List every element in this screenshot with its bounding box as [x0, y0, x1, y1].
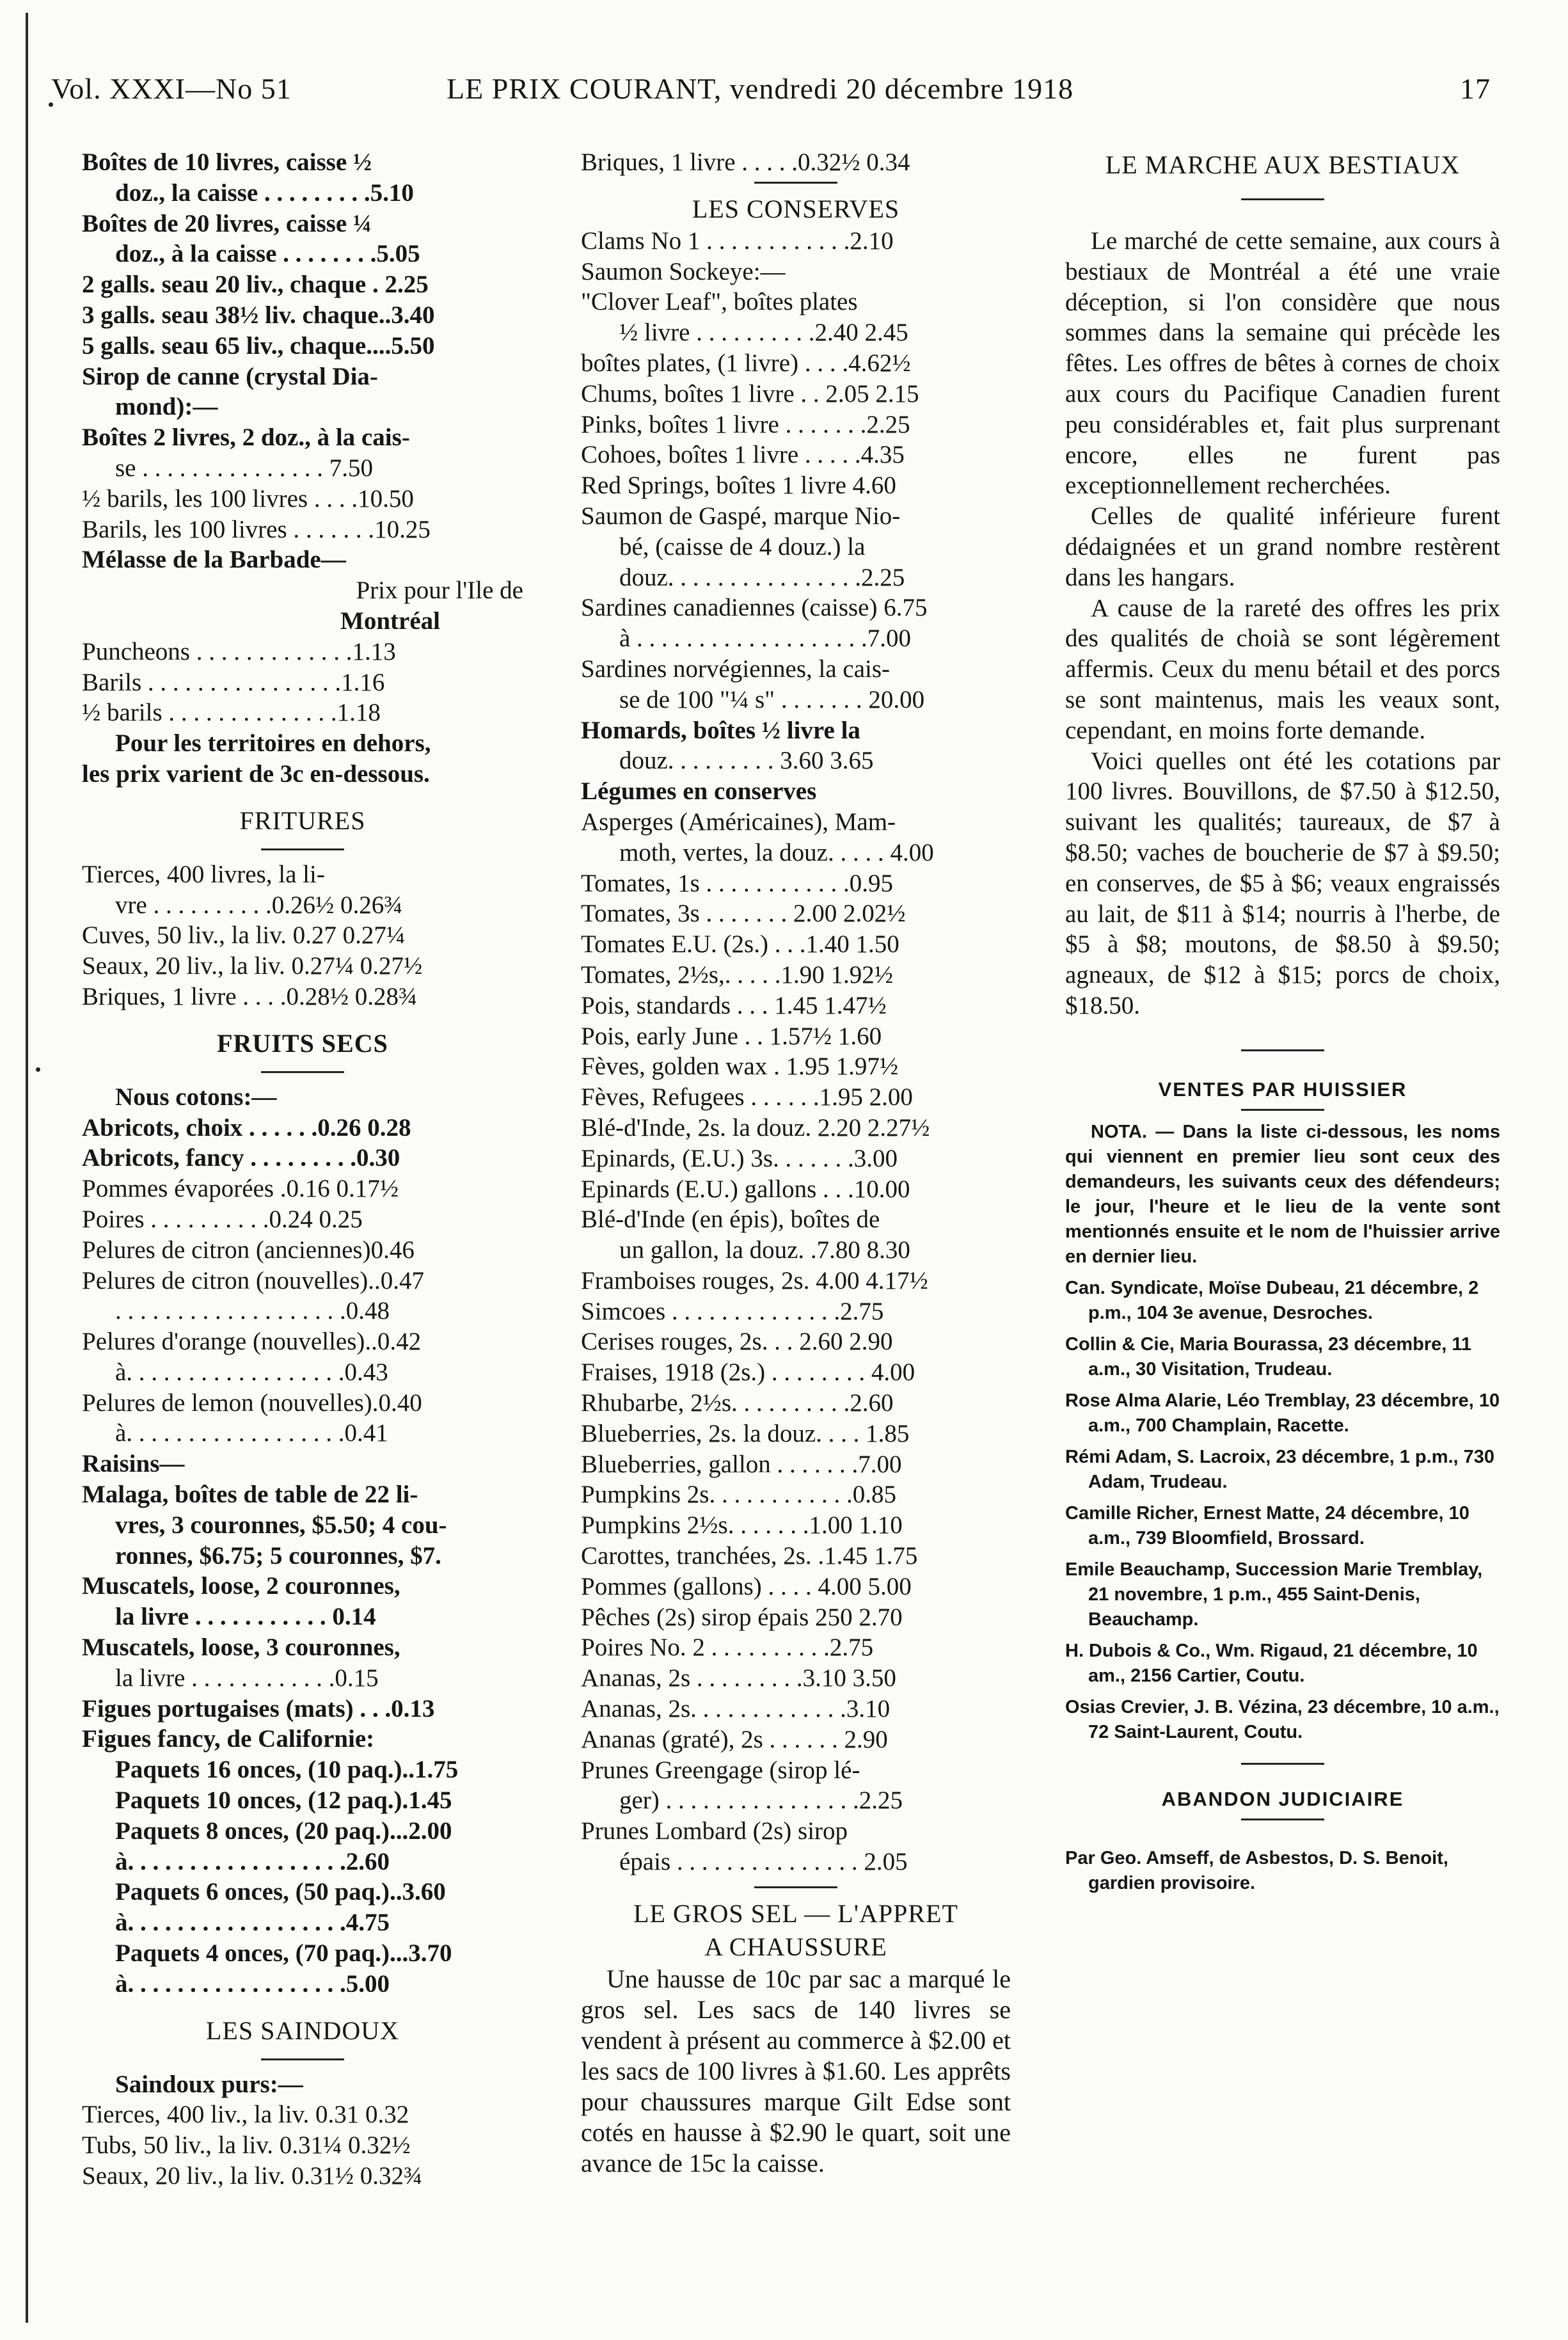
- price-line: Pour les territoires en dehors,: [115, 729, 431, 758]
- price-line: Cerises rouges, 2s. . . 2.60 2.90: [581, 1328, 893, 1356]
- price-line: Fèves, Refugees . . . . . .1.95 2.00: [581, 1083, 913, 1111]
- price-line: Carottes, tranchées, 2s. .1.45 1.75: [581, 1542, 918, 1570]
- sale-entry: Collin & Cie, Maria Bourassa, 23 décembre, 11 a.m., 30 Visitation, Trudeau.: [1065, 1333, 1472, 1380]
- volume-number: Vol. XXXI—No 51: [51, 72, 292, 105]
- price-line: Blueberries, gallon . . . . . . .7.00: [581, 1450, 902, 1478]
- section-heading-fritures: FRITURES: [239, 806, 366, 835]
- price-line: à. . . . . . . . . . . . . . . . . .0.41: [115, 1419, 388, 1447]
- nota-paragraph: NOTA. — Dans la liste ci-dessous, les noms qui viennent en premier lieu sont ceux des demandeurs, les suivants ceux des défendeurs; le jour, l'heure et le lieu de la vente sont mentionnés ensuite et le nom de l'huissier arrive en dernier lieu.: [1065, 1121, 1500, 1267]
- price-line: . . . . . . . . . . . . . . . . . . .0.48: [115, 1297, 390, 1325]
- price-line: Mélasse de la Barbade—: [82, 546, 346, 574]
- article-paragraph: Voici quelles ont été les cotations par 100 livres. Bouvillons, de $7.50 à $12.50, suivant les qualités; taureaux, de $7 à $8.50; vaches de boucherie de $7 à $9.50; en conserves, de $5 à $6; veaux engraissés au lait, de $11 à $14; nourris à l'herbe, de $5 à $8; moutons, de $8.50 à $9.50; agneaux, de $12 à $15; porcs de choix, $18.50.: [1065, 747, 1500, 1019]
- column-3: [1065, 147, 1500, 1902]
- heading-rule: [261, 2058, 344, 2060]
- section-heading-bestiaux: LE MARCHE AUX BESTIAUX: [1105, 150, 1461, 179]
- heading-rule: [754, 182, 837, 184]
- heading-rule: [1241, 1819, 1324, 1820]
- heading-rule: [261, 848, 344, 850]
- price-line: Seaux, 20 liv., la liv. 0.31½ 0.32¾: [82, 2162, 423, 2190]
- price-line: Montréal: [340, 607, 440, 635]
- speck: [36, 1067, 40, 1072]
- price-line: Pumpkins 2s. . . . . . . . . . . .0.85: [581, 1481, 896, 1509]
- sale-entry: Osias Crevier, J. B. Vézina, 23 décembre, 10 a.m., 72 Saint-Laurent, Coutu.: [1065, 1696, 1500, 1742]
- price-line: Epinards (E.U.) gallons . . .10.00: [581, 1175, 910, 1203]
- price-line: vre . . . . . . . . . .0.26½ 0.26¾: [115, 891, 403, 919]
- price-line: Fèves, golden wax . 1.95 1.97½: [581, 1053, 899, 1081]
- price-line: 5 galls. seau 65 liv., chaque....5.50: [82, 331, 435, 360]
- column-2: [581, 147, 1011, 2179]
- price-line: Tomates E.U. (2s.) . . .1.40 1.50: [581, 930, 899, 959]
- section-heading-fruits-secs: FRUITS SECS: [217, 1028, 388, 1058]
- price-line: Prunes Lombard (2s) sirop: [581, 1817, 848, 1845]
- section-rule: [754, 1886, 837, 1888]
- price-line: Rhubarbe, 2½s. . . . . . . . . .2.60: [581, 1389, 894, 1417]
- sale-entry: Emile Beauchamp, Succession Marie Tremblay, 21 novembre, 1 p.m., 455 Saint-Denis, Beauchamp.: [1065, 1559, 1483, 1630]
- price-line: Paquets 8 onces, (20 paq.)...2.00: [115, 1817, 452, 1845]
- price-line: Sardines norvégiennes, la cais-: [581, 655, 891, 683]
- price-line: Puncheons . . . . . . . . . . . . .1.13: [82, 637, 396, 665]
- page-number: 17: [1460, 72, 1491, 105]
- price-line: doz., la caisse . . . . . . . . .5.10: [115, 179, 414, 207]
- price-line: douz. . . . . . . . . . . . . . . .2.25: [619, 563, 905, 591]
- price-line: un gallon, la douz. .7.80 8.30: [619, 1236, 910, 1264]
- publication-title: LE PRIX COURANT, vendredi 20 décembre 1918: [447, 72, 1074, 105]
- price-line: Pinks, boîtes 1 livre . . . . . . .2.25: [581, 410, 910, 438]
- price-line: Barils, les 100 livres . . . . . . .10.25: [82, 515, 431, 543]
- price-line: Tomates, 3s . . . . . . . 2.00 2.02½: [581, 900, 906, 928]
- price-line: Tomates, 1s . . . . . . . . . . . .0.95: [581, 869, 893, 897]
- price-line: ½ barils, les 100 livres . . . .10.50: [82, 484, 414, 513]
- price-line: ger) . . . . . . . . . . . . . . . .2.25: [619, 1787, 903, 1815]
- price-line: Pommes (gallons) . . . . 4.00 5.00: [581, 1572, 912, 1600]
- price-line: Raisins—: [82, 1450, 185, 1478]
- price-line: Tomates, 2½s,. . . . .1.90 1.92½: [581, 960, 893, 989]
- price-line: Homards, boîtes ½ livre la: [581, 716, 860, 744]
- price-line: Pommes évaporées .0.16 0.17½: [82, 1175, 399, 1203]
- price-line: Abricots, fancy . . . . . . . . .0.30: [82, 1144, 400, 1172]
- price-line: moth, vertes, la douz. . . . . 4.00: [619, 838, 934, 866]
- heading-rule: [1241, 198, 1324, 200]
- price-line: Cohoes, boîtes 1 livre . . . . .4.35: [581, 441, 905, 469]
- price-line: ½ barils . . . . . . . . . . . . . .1.18: [82, 699, 381, 727]
- price-line: Muscatels, loose, 3 couronnes,: [82, 1634, 400, 1662]
- sale-entry: Rémi Adam, S. Lacroix, 23 décembre, 1 p.m., 730 Adam, Trudeau.: [1065, 1446, 1495, 1492]
- price-line: Sirop de canne (crystal Dia-: [82, 362, 378, 390]
- price-line: Seaux, 20 liv., la liv. 0.27¼ 0.27½: [82, 952, 423, 980]
- section-heading-saindoux: LES SAINDOUX: [206, 2016, 399, 2045]
- price-line: Saumon de Gaspé, marque Nio-: [581, 502, 901, 530]
- page-header: [45, 72, 1529, 123]
- price-line: ½ livre . . . . . . . . . .2.40 2.45: [619, 319, 908, 347]
- price-line: Clams No 1 . . . . . . . . . . . .2.10: [581, 227, 894, 255]
- price-line: Malaga, boîtes de table de 22 li-: [82, 1481, 418, 1509]
- price-line: Blé-d'Inde, 2s. la douz. 2.20 2.27½: [581, 1113, 930, 1142]
- price-line: Paquets 10 onces, (12 paq.).1.45: [115, 1787, 452, 1815]
- price-line: la livre . . . . . . . . . . . .0.15: [115, 1664, 379, 1692]
- section-heading-conserves: LES CONSERVES: [692, 194, 900, 223]
- price-line: Blueberries, 2s. la douz. . . . 1.85: [581, 1419, 910, 1447]
- section-heading-chaussure: A CHAUSSURE: [704, 1932, 887, 1961]
- price-line: la livre . . . . . . . . . . . 0.14: [115, 1603, 376, 1631]
- column-1: [82, 147, 523, 2192]
- price-line: Barils . . . . . . . . . . . . . . . .1.16: [82, 668, 385, 696]
- price-line: Saumon Sockeye:—: [581, 257, 786, 285]
- price-line: à. . . . . . . . . . . . . . . . . .2.60: [115, 1847, 390, 1875]
- article-paragraph: Le marché de cette semaine, aux cours à bestiaux de Montréal a été une vraie déception, si l'on considère que nous sommes dans la semaine qui précède les fêtes. Les offres de bêtes à cornes de choix aux cours du Pacifique Canadien furent peu considérables et, fait plus surprenant encore, elles ne furent pas exceptionnellement recherchées.: [1065, 227, 1500, 500]
- price-line: Fraises, 1918 (2s.) . . . . . . . . 4.00: [581, 1358, 915, 1387]
- price-line: Poires No. 2 . . . . . . . . . .2.75: [581, 1634, 874, 1662]
- price-line: Briques, 1 livre . . . . .0.32½ 0.34: [581, 148, 910, 176]
- price-line: Cuves, 50 liv., la liv. 0.27 0.27¼: [82, 921, 406, 950]
- section-rule: [1241, 1049, 1324, 1051]
- price-line: épais . . . . . . . . . . . . . . . 2.05: [619, 1848, 908, 1876]
- price-line: à. . . . . . . . . . . . . . . . . .5.00: [115, 1970, 390, 1998]
- sale-entry: Camille Richer, Ernest Matte, 24 décembre, 10 a.m., 739 Bloomfield, Brossard.: [1065, 1502, 1469, 1548]
- price-line: Pelures de citron (nouvelles)..0.47: [82, 1266, 425, 1294]
- price-line: Pumpkins 2½s. . . . . . .1.00 1.10: [581, 1511, 903, 1540]
- price-line: Chums, boîtes 1 livre . . 2.05 2.15: [581, 379, 919, 408]
- price-line: Prix pour l'Ile de: [356, 577, 523, 605]
- price-line: à. . . . . . . . . . . . . . . . . .0.43: [115, 1358, 388, 1386]
- price-line: Red Springs, boîtes 1 livre 4.60: [581, 472, 896, 500]
- price-line: Boîtes de 10 livres, caisse ½: [82, 148, 372, 176]
- article-paragraph: A cause de la rareté des offres les prix des qualités de choià se sont légèrement affermis. Ceux du menu bétail et des porcs se sont maintenus, mais les veaux sont, cependant, en moins forte demande.: [1065, 594, 1500, 744]
- price-line: Ananas, 2s . . . . . . . . .3.10 3.50: [581, 1664, 896, 1692]
- price-line: Poires . . . . . . . . . .0.24 0.25: [82, 1205, 363, 1233]
- price-line: Tierces, 400 liv., la liv. 0.31 0.32: [82, 2101, 409, 2129]
- page-edge-line: [26, 13, 28, 2323]
- price-line: Briques, 1 livre . . . .0.28½ 0.28¾: [82, 982, 418, 1010]
- heading-rule: [1241, 1109, 1324, 1111]
- sale-entry: Can. Syndicate, Moïse Dubeau, 21 décembre, 2 p.m., 104 3e avenue, Desroches.: [1065, 1277, 1479, 1323]
- price-line: Paquets 4 onces, (70 paq.)...3.70: [115, 1939, 452, 1968]
- price-line: à . . . . . . . . . . . . . . . . . . .7.00: [619, 625, 912, 653]
- price-line: Saindoux purs:—: [115, 2070, 303, 2098]
- price-line: "Clover Leaf", boîtes plates: [581, 288, 858, 316]
- price-line: Paquets 6 onces, (50 paq.)..3.60: [115, 1878, 446, 1906]
- article-gros-sel: Une hausse de 10c par sac a marqué le gros sel. Les sacs de 140 livres se vendent à présent au commerce à $2.00 et les sacs de 100 livres à $1.60. Les apprêts pour chaussures marque Gilt Edse sont cotés en hausse à $2.90 le quart, soit une avance de 15c la caisse.: [581, 1964, 1011, 2177]
- price-line: Blé-d'Inde (en épis), boîtes de: [581, 1206, 880, 1234]
- price-line: Ananas (graté), 2s . . . . . . 2.90: [581, 1725, 888, 1753]
- price-line: boîtes plates, (1 livre) . . . .4.62½: [581, 349, 911, 377]
- price-line: Pelures d'orange (nouvelles)..0.42: [82, 1328, 422, 1356]
- price-line: se . . . . . . . . . . . . . . . 7.50: [115, 454, 373, 482]
- sale-entry: H. Dubois & Co., Wm. Rigaud, 21 décembre, 10 am., 2156 Cartier, Coutu.: [1065, 1640, 1478, 1686]
- price-line: ronnes, $6.75; 5 couronnes, $7.: [115, 1541, 441, 1570]
- price-line: douz. . . . . . . . . 3.60 3.65: [619, 747, 874, 775]
- price-line: Tierces, 400 livres, la li-: [82, 860, 325, 888]
- price-line: Nous cotons:—: [115, 1083, 277, 1111]
- price-line: Muscatels, loose, 2 couronnes,: [82, 1572, 400, 1600]
- price-line: Figues portugaises (mats) . . .0.13: [82, 1694, 435, 1723]
- price-line: Figues fancy, de Californie:: [82, 1725, 375, 1753]
- price-line: Sardines canadiennes (caisse) 6.75: [581, 594, 928, 622]
- sale-entry: Rose Alma Alarie, Léo Tremblay, 23 décembre, 10 a.m., 700 Champlain, Racette.: [1065, 1390, 1500, 1436]
- price-line: Prunes Greengage (sirop lé-: [581, 1756, 860, 1784]
- price-line: Framboises rouges, 2s. 4.00 4.17½: [581, 1266, 928, 1294]
- price-line: Pois, early June . . 1.57½ 1.60: [581, 1022, 882, 1050]
- price-line: Tubs, 50 liv., la liv. 0.31¼ 0.32½: [82, 2131, 411, 2160]
- section-heading-abandon: ABANDON JUDICIAIRE: [1161, 1787, 1404, 1810]
- article-paragraph: Celles de qualité inférieure furent dédaignées et un grand nombre restèrent dans les hangars.: [1065, 502, 1500, 591]
- section-heading-gros-sel: LE GROS SEL — L'APPRET: [633, 1898, 958, 1928]
- price-line: Pêches (2s) sirop épais 250 2.70: [581, 1603, 903, 1631]
- price-line: mond):—: [115, 393, 218, 421]
- price-line: Epinards, (E.U.) 3s. . . . . . .3.00: [581, 1144, 898, 1172]
- abandon-entry: Par Geo. Amseff, de Asbestos, D. S. Benoit, gardien provisoire.: [1065, 1847, 1448, 1893]
- price-line: à. . . . . . . . . . . . . . . . . .4.75: [115, 1909, 390, 1937]
- price-line: Abricots, choix . . . . . .0.26 0.28: [82, 1113, 411, 1142]
- price-line: Ananas, 2s. . . . . . . . . . . . .3.10: [581, 1695, 891, 1723]
- price-line: vres, 3 couronnes, $5.50; 4 cou-: [115, 1511, 447, 1539]
- price-line: Pois, standards . . . 1.45 1.47½: [581, 991, 887, 1019]
- price-line: les prix varient de 3c en-dessous.: [82, 760, 430, 788]
- section-heading-ventes: VENTES PAR HUISSIER: [1158, 1078, 1407, 1101]
- price-line: se de 100 "¼ s" . . . . . . . 20.00: [619, 685, 925, 713]
- price-line: 3 galls. seau 38½ liv. chaque..3.40: [82, 301, 435, 329]
- price-line: Boîtes 2 livres, 2 doz., à la cais-: [82, 424, 410, 452]
- price-line: Asperges (Américaines), Mam-: [581, 808, 896, 836]
- price-line: bé, (caisse de 4 douz.) la: [619, 532, 866, 561]
- price-line: Pelures de citron (anciennes)0.46: [82, 1236, 415, 1264]
- price-line: 2 galls. seau 20 liv., chaque . 2.25: [82, 271, 429, 299]
- price-line: doz., à la caisse . . . . . . . .5.05: [115, 240, 420, 268]
- price-line: Boîtes de 20 livres, caisse ¼: [82, 209, 372, 237]
- price-line: Légumes en conserves: [581, 777, 817, 806]
- price-line: Pelures de lemon (nouvelles).0.40: [82, 1389, 422, 1417]
- price-line: Paquets 16 onces, (10 paq.)..1.75: [115, 1756, 459, 1784]
- section-rule: [1241, 1763, 1324, 1765]
- price-line: Simcoes . . . . . . . . . . . . . .2.75: [581, 1297, 884, 1325]
- heading-rule: [261, 1071, 344, 1073]
